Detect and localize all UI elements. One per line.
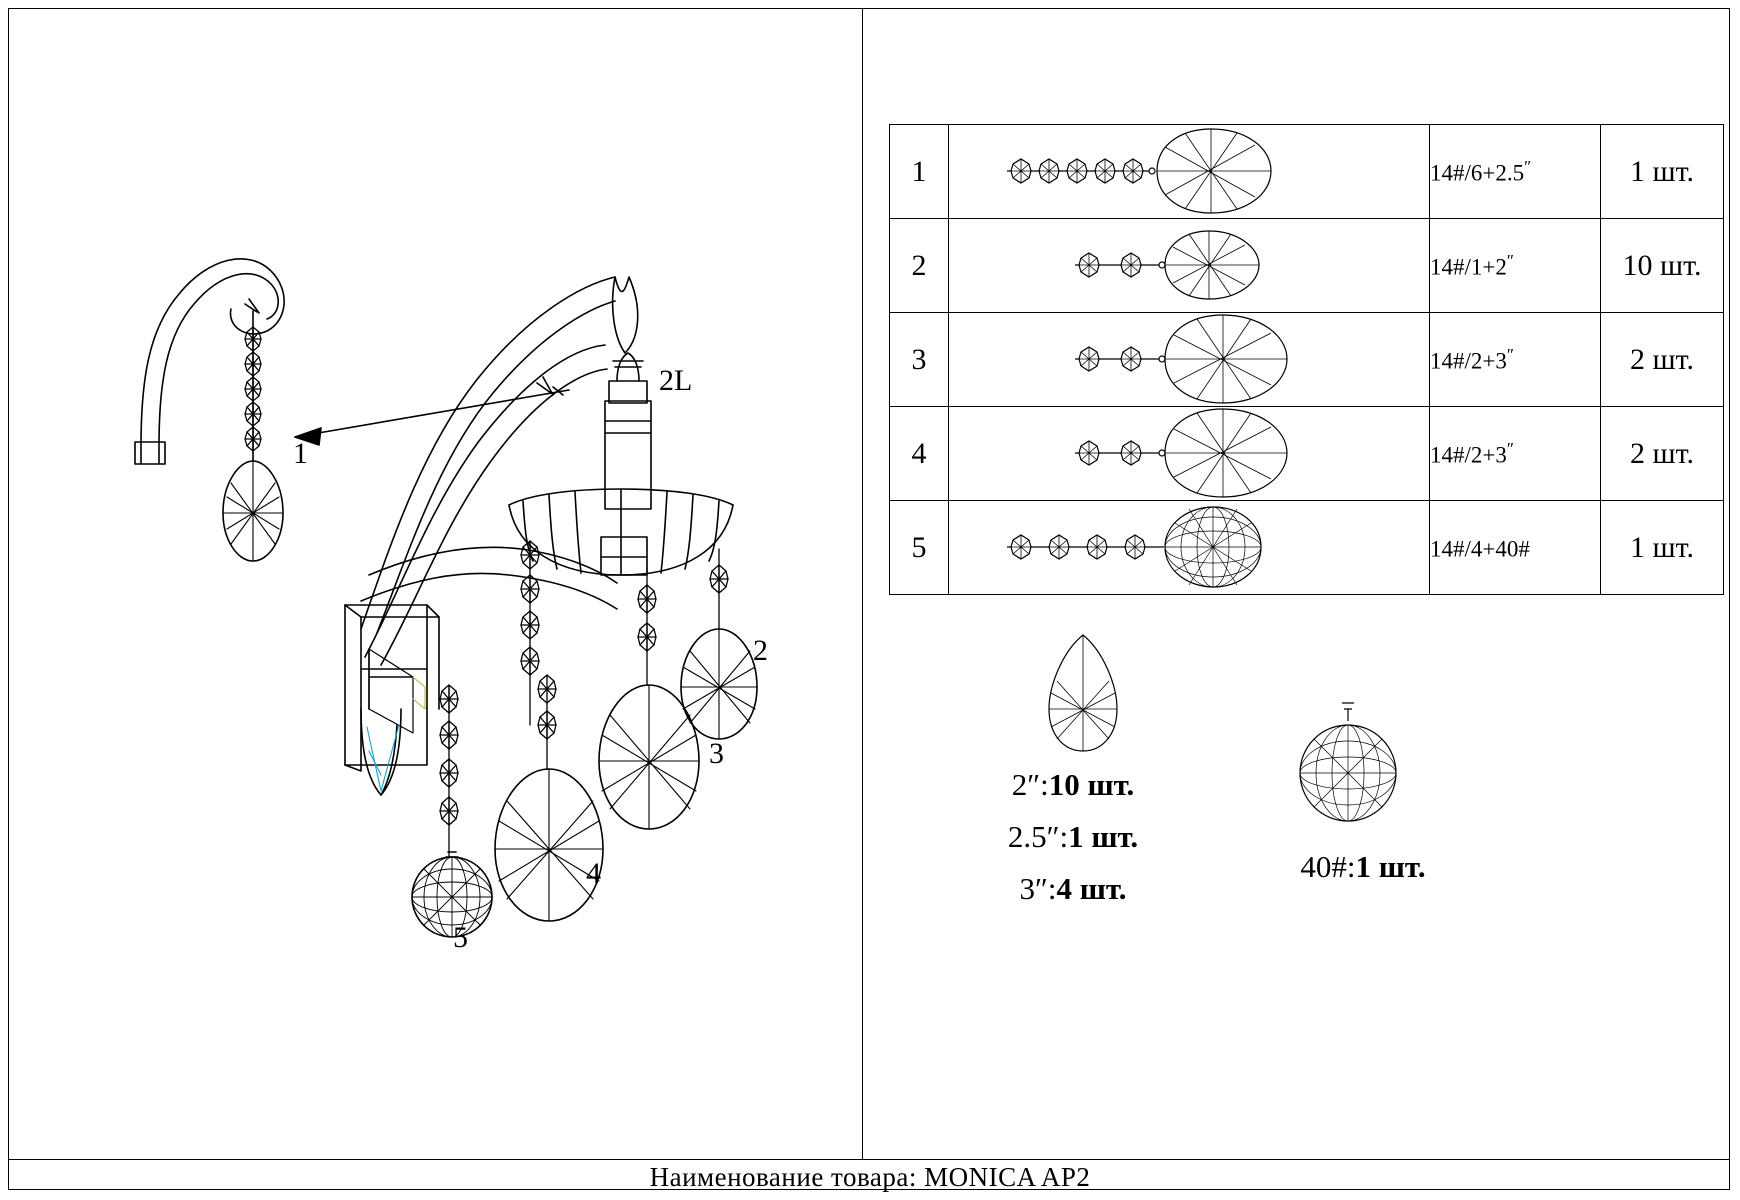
row-illustration — [949, 219, 1430, 313]
callout-lamp-count: 2L — [659, 364, 693, 397]
row-illustration — [949, 407, 1430, 501]
row-code-text: 14#/4+40# — [1430, 536, 1530, 562]
legend-ball-illustration — [1283, 699, 1413, 829]
row-code — [1430, 125, 1601, 219]
parts-list-panel — [863, 9, 1729, 1157]
table-row — [890, 501, 1724, 595]
row-code-text: 14#/2+3 — [1430, 442, 1507, 468]
legend-line — [903, 759, 1243, 811]
row-illustration — [949, 125, 1430, 219]
legend-sep: : — [1059, 819, 1069, 854]
legend-sep: : — [1346, 849, 1356, 884]
row-qty: 1 шт. — [1601, 501, 1724, 595]
row-index: 4 — [890, 407, 949, 501]
table-row — [890, 125, 1724, 219]
legend-pear-illustration — [1013, 629, 1153, 759]
row-code-unit: ″ — [1506, 438, 1514, 458]
row-index: 5 — [890, 501, 949, 595]
legend-size: 3″ — [1019, 871, 1048, 906]
row-qty: 2 шт. — [1601, 407, 1724, 501]
row-code-unit: ″ — [1524, 156, 1532, 176]
legend-line — [903, 811, 1243, 863]
row-illustration — [949, 313, 1430, 407]
row-code-text: 14#/1+2 — [1430, 254, 1507, 280]
legend-line — [903, 863, 1243, 915]
row-code — [1430, 407, 1601, 501]
legend-ball-quantity — [1223, 849, 1503, 885]
product-name-footer: Наименование товара: MONICA AP2 — [649, 1162, 1091, 1192]
row-code — [1430, 501, 1601, 595]
horizontal-divider — [9, 1159, 1729, 1160]
table-row — [890, 407, 1724, 501]
lamp-drawing-svg — [9, 9, 861, 1157]
row-index: 2 — [890, 219, 949, 313]
callout-2: 2 — [753, 634, 768, 667]
row-index: 1 — [890, 125, 949, 219]
chain-5-pear-large-icon — [949, 125, 1429, 218]
chain-2-pear-large-icon — [949, 407, 1429, 500]
row-code-unit: ″ — [1506, 250, 1514, 270]
legend-qty: 4 шт. — [1056, 871, 1127, 906]
row-code-text: 14#/2+3 — [1430, 348, 1507, 374]
legend-size: 2.5″ — [1007, 819, 1060, 854]
chain-2-pear-small-icon — [949, 219, 1429, 312]
pear-crystal-icon — [1013, 629, 1153, 759]
legend-sep: : — [1047, 871, 1057, 906]
callout-1: 1 — [293, 437, 308, 470]
ball-crystal-icon — [1283, 699, 1413, 829]
lamp-assembly-drawing — [9, 9, 861, 1157]
callout-4: 4 — [586, 857, 601, 890]
row-code — [1430, 219, 1601, 313]
table-row — [890, 219, 1724, 313]
legend-size: 2″ — [1011, 767, 1041, 802]
bill-of-materials-table — [889, 124, 1724, 595]
row-qty: 2 шт. — [1601, 313, 1724, 407]
legend-qty: 1 шт. — [1068, 819, 1139, 854]
legend-qty: 1 шт. — [1355, 849, 1426, 884]
chain-2-pear-large-icon — [949, 313, 1429, 406]
row-illustration — [949, 501, 1430, 595]
row-index: 3 — [890, 313, 949, 407]
row-qty: 1 шт. — [1601, 125, 1724, 219]
legend-qty: 10 шт. — [1048, 767, 1135, 802]
chain-4-ball-icon — [949, 501, 1429, 594]
row-qty: 10 шт. — [1601, 219, 1724, 313]
callout-5: 5 — [453, 921, 468, 954]
legend-sep: : — [1040, 767, 1049, 802]
legend-size: 40# — [1300, 849, 1347, 884]
callout-3: 3 — [709, 737, 724, 770]
row-code — [1430, 313, 1601, 407]
row-code-text: 14#/6+2.5 — [1430, 160, 1525, 186]
table-row — [890, 313, 1724, 407]
row-code-unit: ″ — [1506, 344, 1514, 364]
legend-pear-quantities — [903, 759, 1243, 915]
